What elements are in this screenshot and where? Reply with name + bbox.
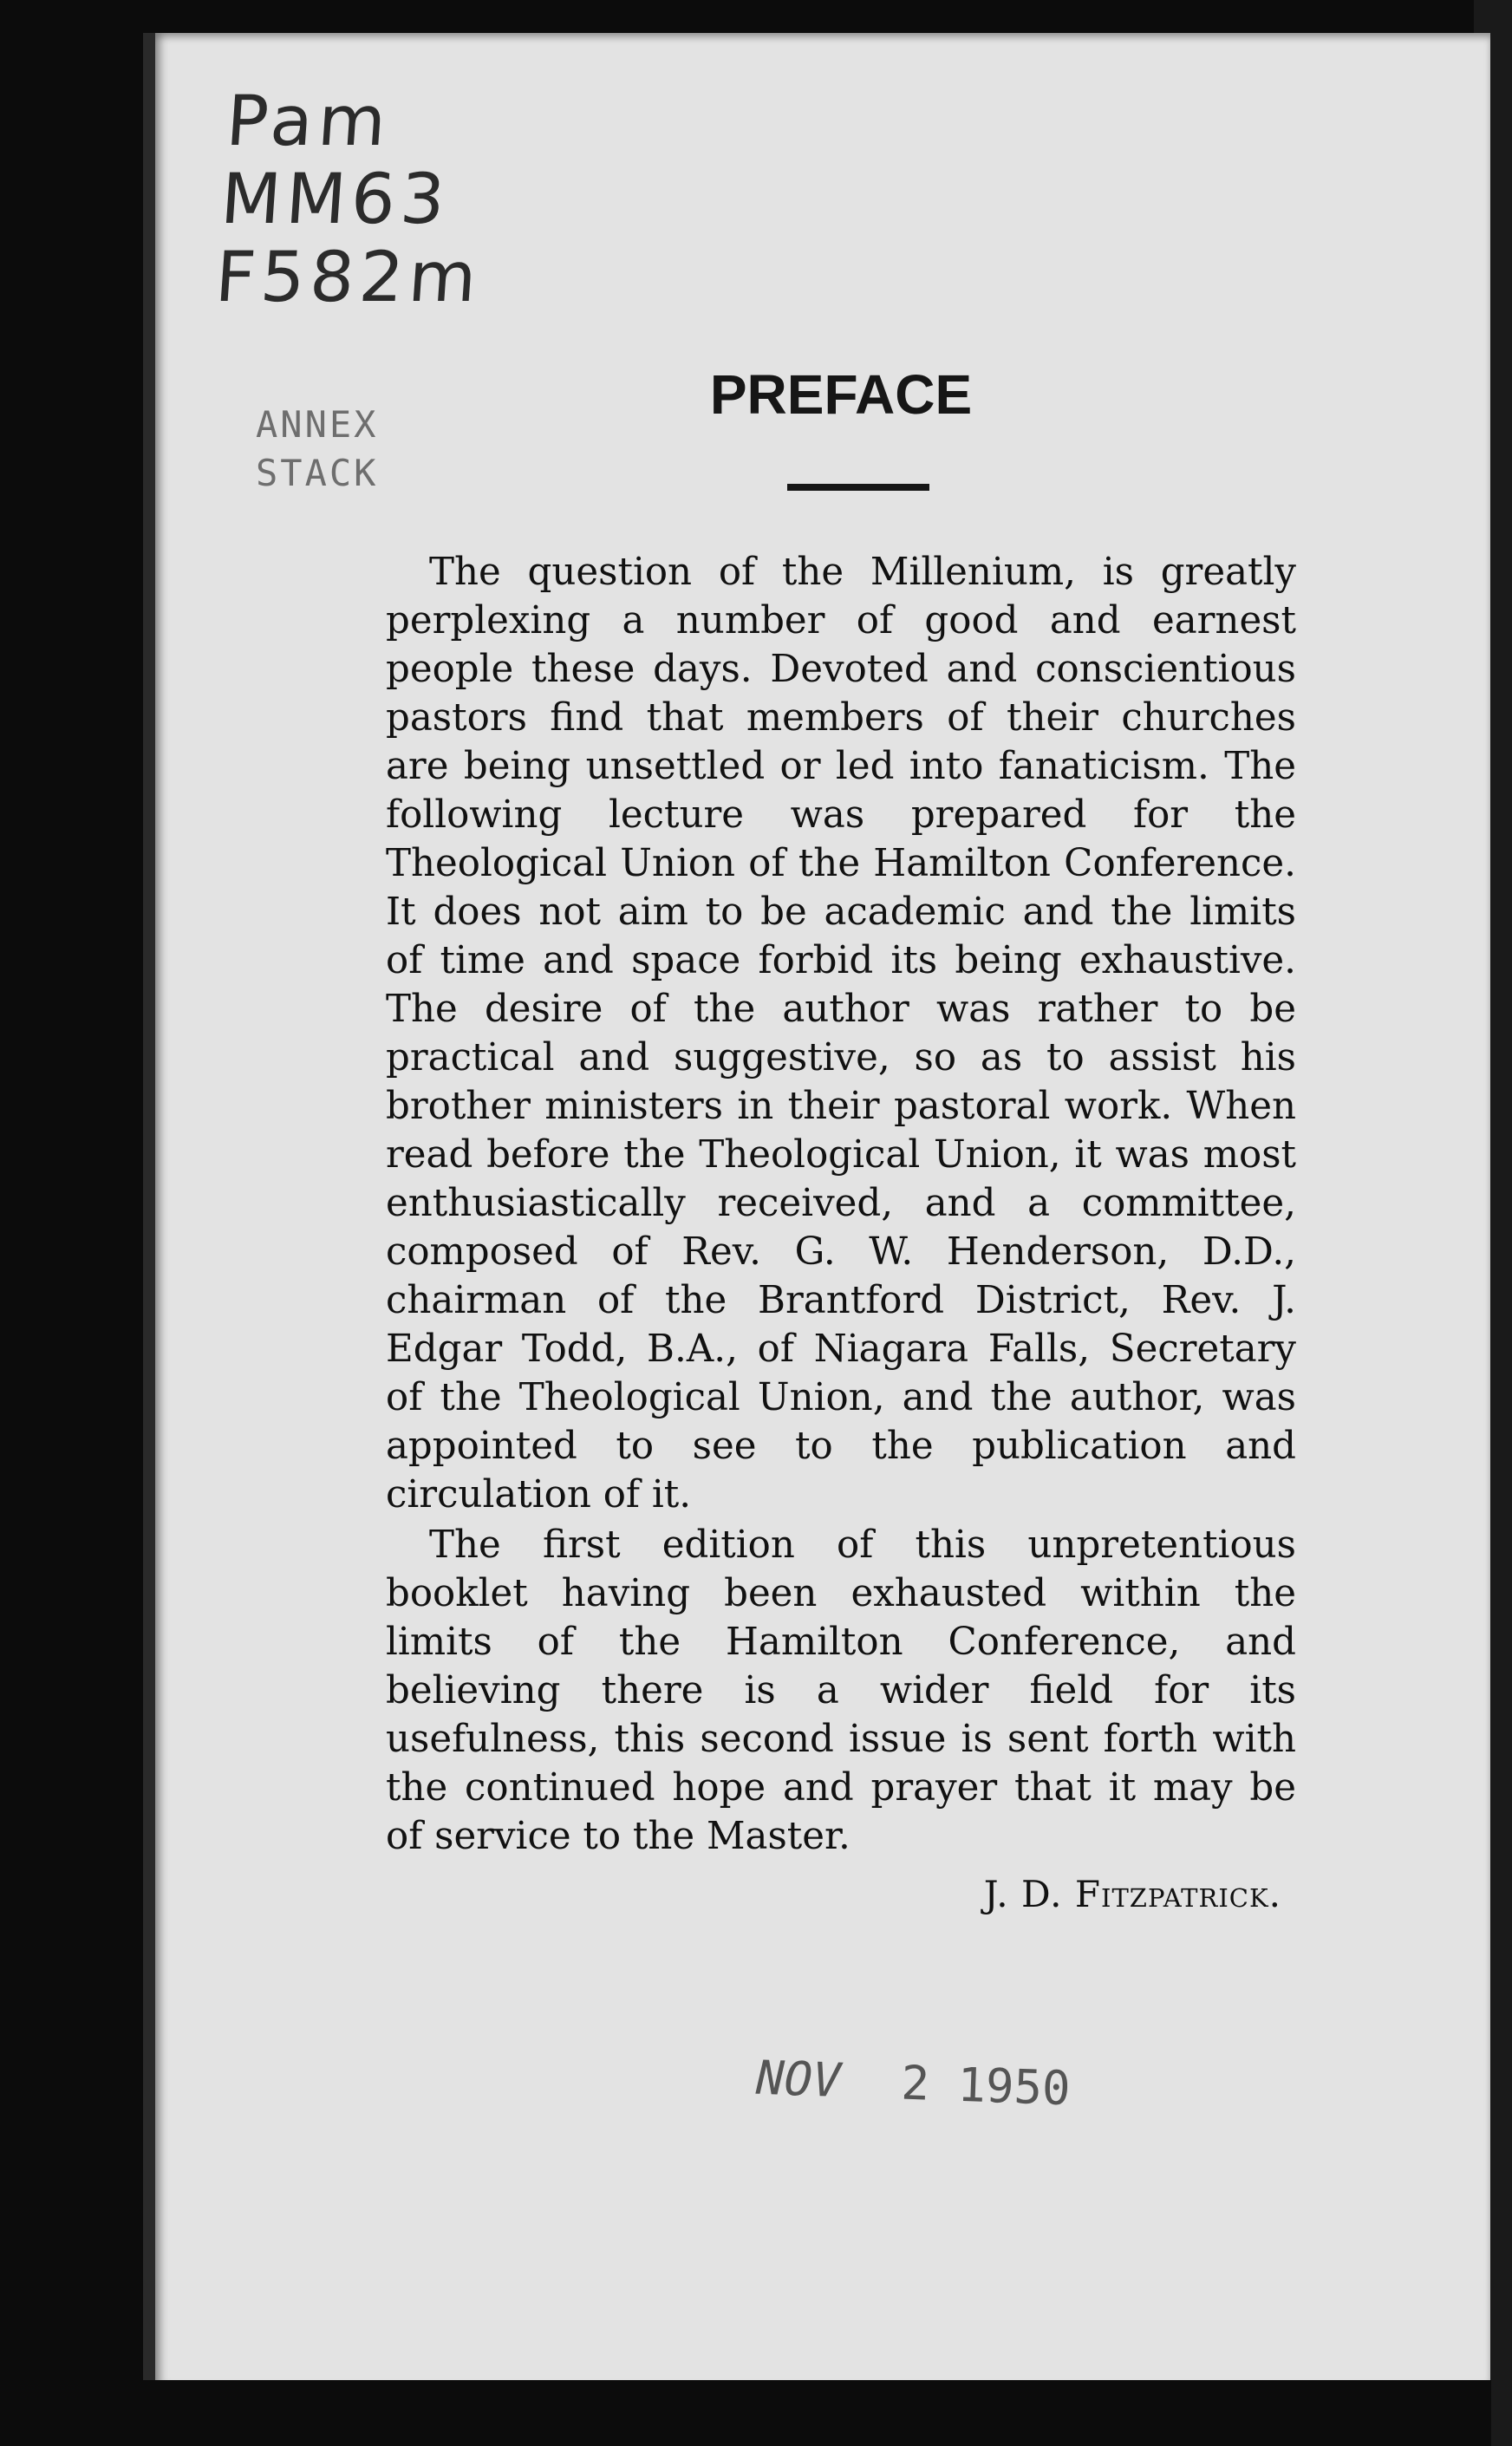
page-title: PREFACE xyxy=(709,363,973,426)
call-number-line-1: Pam xyxy=(224,81,394,161)
annex-stack-stamp xyxy=(256,401,378,498)
call-number-line-2: MM63 xyxy=(218,159,453,239)
paragraph-2: The first edition of this unpretentious booklet having been exhausted within the limits of the Hamilton Conference, and believing there is a wider field for its usefulness, this second issue is sent forth with the continued hope and prayer that it may be of service to the Master. xyxy=(386,1523,1296,1858)
bottom-scan-border xyxy=(139,2380,1491,2446)
handwritten-call-number xyxy=(213,82,496,316)
paragraph-1: The question of the Millenium, is greatly perplexing a number of good and earnest people these days. Devoted and conscientious pastors find that members of their churches are being unsettled or led into fanaticism. The following lecture was prepared for the Theological Union of the Hamilton Conference. It does not aim to be academic and the limits of time and space forbid its being exhaustive. The desire of the author was rather to be practical and suggestive, so as to assist his brother ministers in their pastoral work. When read before the Theological Union, it was most enthusiastically received, and a committee, composed of Rev. G. W. Henderson, D.D., chairman of the Brantford District, Rev. J. Edgar Todd, B.A., of Niagara Falls, Secretary of the Theological Union, and the author, was appointed to see to the publication and circulation of it. xyxy=(386,551,1296,1517)
stamp-line-1: ANNEX xyxy=(256,403,379,446)
title-underline-rule xyxy=(787,484,929,491)
preface-body xyxy=(386,548,1296,1862)
author-signature: J. D. Fitzpatrick. xyxy=(983,1873,1281,1915)
date-received-stamp xyxy=(755,2048,1072,2120)
stamp-line-2: STACK xyxy=(256,452,379,494)
date-stamp-month: NOV xyxy=(755,2050,842,2109)
date-stamp-day-year: 2 1950 xyxy=(900,2055,1072,2117)
call-number-line-3: F582m xyxy=(212,237,485,317)
